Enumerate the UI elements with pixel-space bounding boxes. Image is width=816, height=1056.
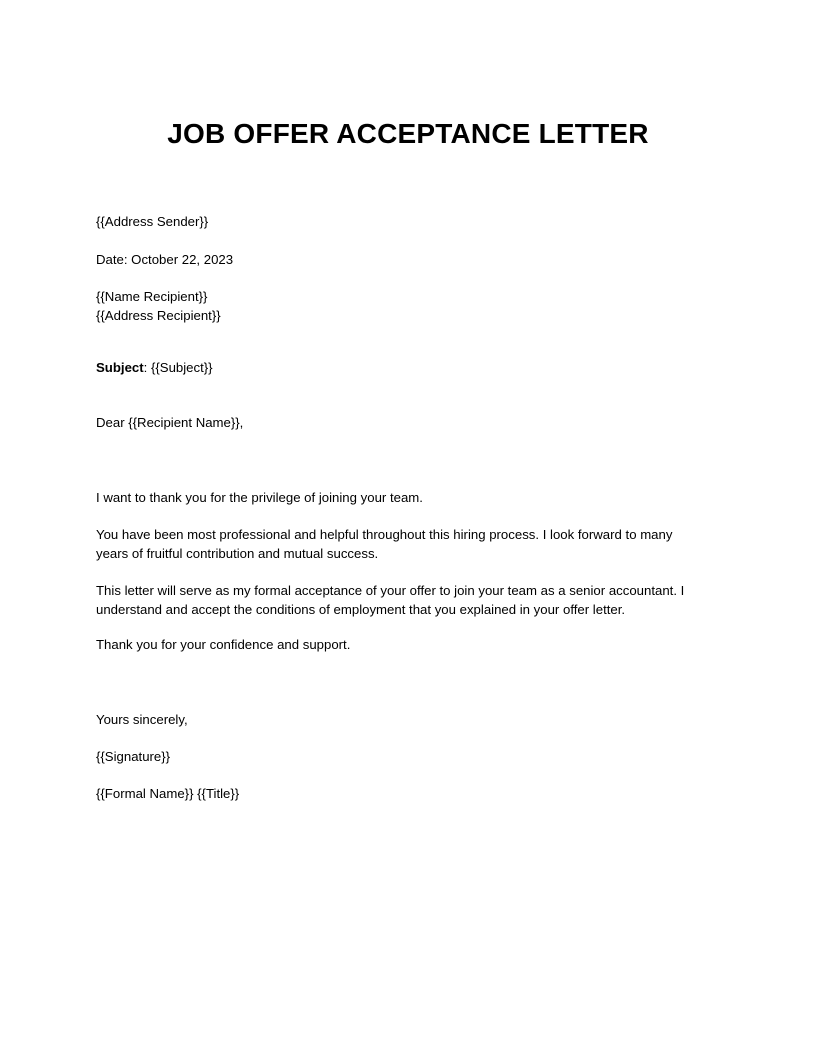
- closing: Yours sincerely,: [96, 712, 188, 727]
- subject-label: Subject: [96, 360, 144, 375]
- body-paragraph-2: You have been most professional and helpful throughout this hiring process. I look forward to many years of fruitful contribution and mutual success.: [96, 527, 673, 561]
- address-sender: {{Address Sender}}: [96, 214, 209, 229]
- body-paragraph-1: I want to thank you for the privilege of joining your team.: [96, 490, 423, 505]
- subject-line: [96, 359, 708, 378]
- address-recipient: {{Address Recipient}}: [96, 308, 221, 323]
- letter-date: Date: October 22, 2023: [96, 252, 234, 267]
- page-title: JOB OFFER ACCEPTANCE LETTER: [167, 118, 649, 149]
- formal-name-title: {{Formal Name}} {{Title}}: [96, 786, 240, 801]
- name-recipient: {{Name Recipient}}: [96, 289, 208, 304]
- subject-value: : {{Subject}}: [143, 360, 213, 375]
- signature: {{Signature}}: [96, 749, 171, 764]
- body-paragraph-4: Thank you for your confidence and support.: [96, 637, 351, 652]
- salutation: Dear {{Recipient Name}},: [96, 415, 244, 430]
- body-paragraph-3: This letter will serve as my formal acceptance of your offer to join your team as a senior accountant. I understand and accept the conditions of employment that you explained in your offer letter.: [96, 583, 685, 617]
